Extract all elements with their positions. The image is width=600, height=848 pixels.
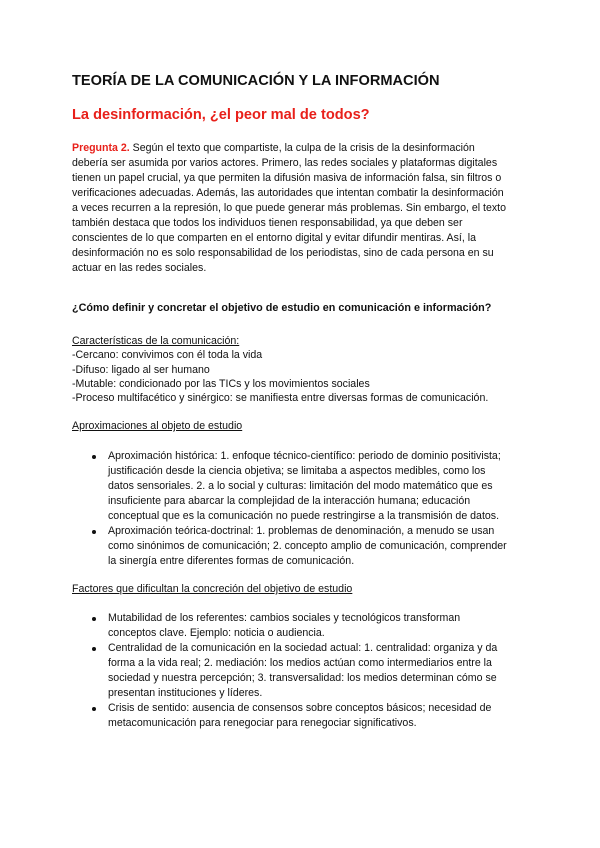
text-line: la sinergía entre diferentes formas de comunicación. xyxy=(108,555,355,567)
list-item xyxy=(72,611,497,641)
text-line: conscientes de lo que comparten en el entorno digital y evitar difundir mentiras. Así, la xyxy=(72,232,476,244)
text-line: debería ser asumida por varios actores. Primero, las redes sociales y plataformas digitales xyxy=(72,157,498,169)
text-line: también destaca que todos los individuos tienen responsabilidad, ya que deben ser xyxy=(72,217,463,229)
approaches-heading: Aproximaciones al objeto de estudio xyxy=(72,420,243,432)
text-line: metacomunicación para renegociar para renegociar significativos. xyxy=(108,717,417,729)
text-line: conceptual que es la comunicación no puede restringirse a la transmisión de datos. xyxy=(108,510,500,522)
section-heading: ¿Cómo definir y concretar el objetivo de estudio en comunicación e información? xyxy=(72,302,492,314)
factors-list xyxy=(72,611,497,731)
text-line: presentan instituciones y líderes. xyxy=(108,687,263,699)
text-line: como sinónimos de comunicación; 2. concepto amplio de comunicación, comprender xyxy=(108,540,507,552)
text-line: tienen un papel crucial, ya que permiten la difusión masiva de información falsa, sin filtros o xyxy=(72,172,502,184)
text-line: conceptos clave. Ejemplo: noticia o audiencia. xyxy=(108,627,325,639)
answer-paragraph xyxy=(72,141,506,276)
text-line: Aproximación histórica: 1. enfoque técnico-científico: periodo de dominio positivista; xyxy=(108,450,501,462)
text-line: insuficiente para abarcar la complejidad de la interacción humana; educación xyxy=(108,495,471,507)
text-line: Crisis de sentido: ausencia de consensos sobre conceptos básicos; necesidad de xyxy=(108,702,492,714)
characteristic-item: -Proceso multifacético y sinérgico: se manifiesta entre diversas formas de comunicación. xyxy=(72,392,489,405)
factors-heading: Factores que dificultan la concreción del objetivo de estudio xyxy=(72,583,353,595)
text-line: justificación desde la ciencia objetiva; se limitaba a aspectos medibles, como los xyxy=(108,465,486,477)
document-title: TEORÍA DE LA COMUNICACIÓN Y LA INFORMACIÓN xyxy=(72,73,440,89)
text-line: desinformación no es solo responsabilidad de los periodistas, sino de cada persona en su xyxy=(72,247,494,259)
question-label: Pregunta 2. xyxy=(72,142,130,154)
text-line: actuar en las redes sociales. xyxy=(72,262,207,274)
text-line: a veces recurren a la represión, lo que puede generar más problemas. Sin embargo, el texto xyxy=(72,202,506,214)
characteristic-item: -Mutable: condicionado por las TICs y los movimientos sociales xyxy=(72,377,370,390)
text-line: Según el texto que compartiste, la culpa de la crisis de la desinformación xyxy=(129,142,475,154)
list-item xyxy=(72,701,497,731)
characteristic-item: -Cercano: convivimos con él toda la vida xyxy=(72,349,263,362)
text-line: forma a la vida real; 2. mediación: los medios actúan como intermediarios entre la xyxy=(108,657,492,669)
approaches-list xyxy=(72,449,507,569)
text-line: Mutabilidad de los referentes: cambios sociales y tecnológicos transforman xyxy=(108,612,461,624)
text-line: verificaciones adecuadas. Además, las autoridades que intentan combatir la desinformación xyxy=(72,187,504,199)
text-line: datos sensoriales. 2. a lo social y culturas: limitación del modo matemático que es xyxy=(108,480,493,492)
text-line: Centralidad de la comunicación en la sociedad actual: 1. centralidad: organiza y da xyxy=(108,642,498,654)
characteristic-item: -Difuso: ligado al ser humano xyxy=(72,363,210,376)
characteristics-heading: Características de la comunicación: xyxy=(72,335,240,347)
list-item xyxy=(72,641,497,701)
characteristics-block xyxy=(72,334,488,405)
text-line: sociedad y nuestra percepción; 3. transversalidad: los medios determinan cómo se xyxy=(108,672,497,684)
list-item xyxy=(72,449,507,524)
text-line: Aproximación teórica-doctrinal: 1. problemas de denominación, a menudo se usan xyxy=(108,525,495,537)
list-item xyxy=(72,524,507,569)
document-subtitle: La desinformación, ¿el peor mal de todos? xyxy=(72,107,370,123)
